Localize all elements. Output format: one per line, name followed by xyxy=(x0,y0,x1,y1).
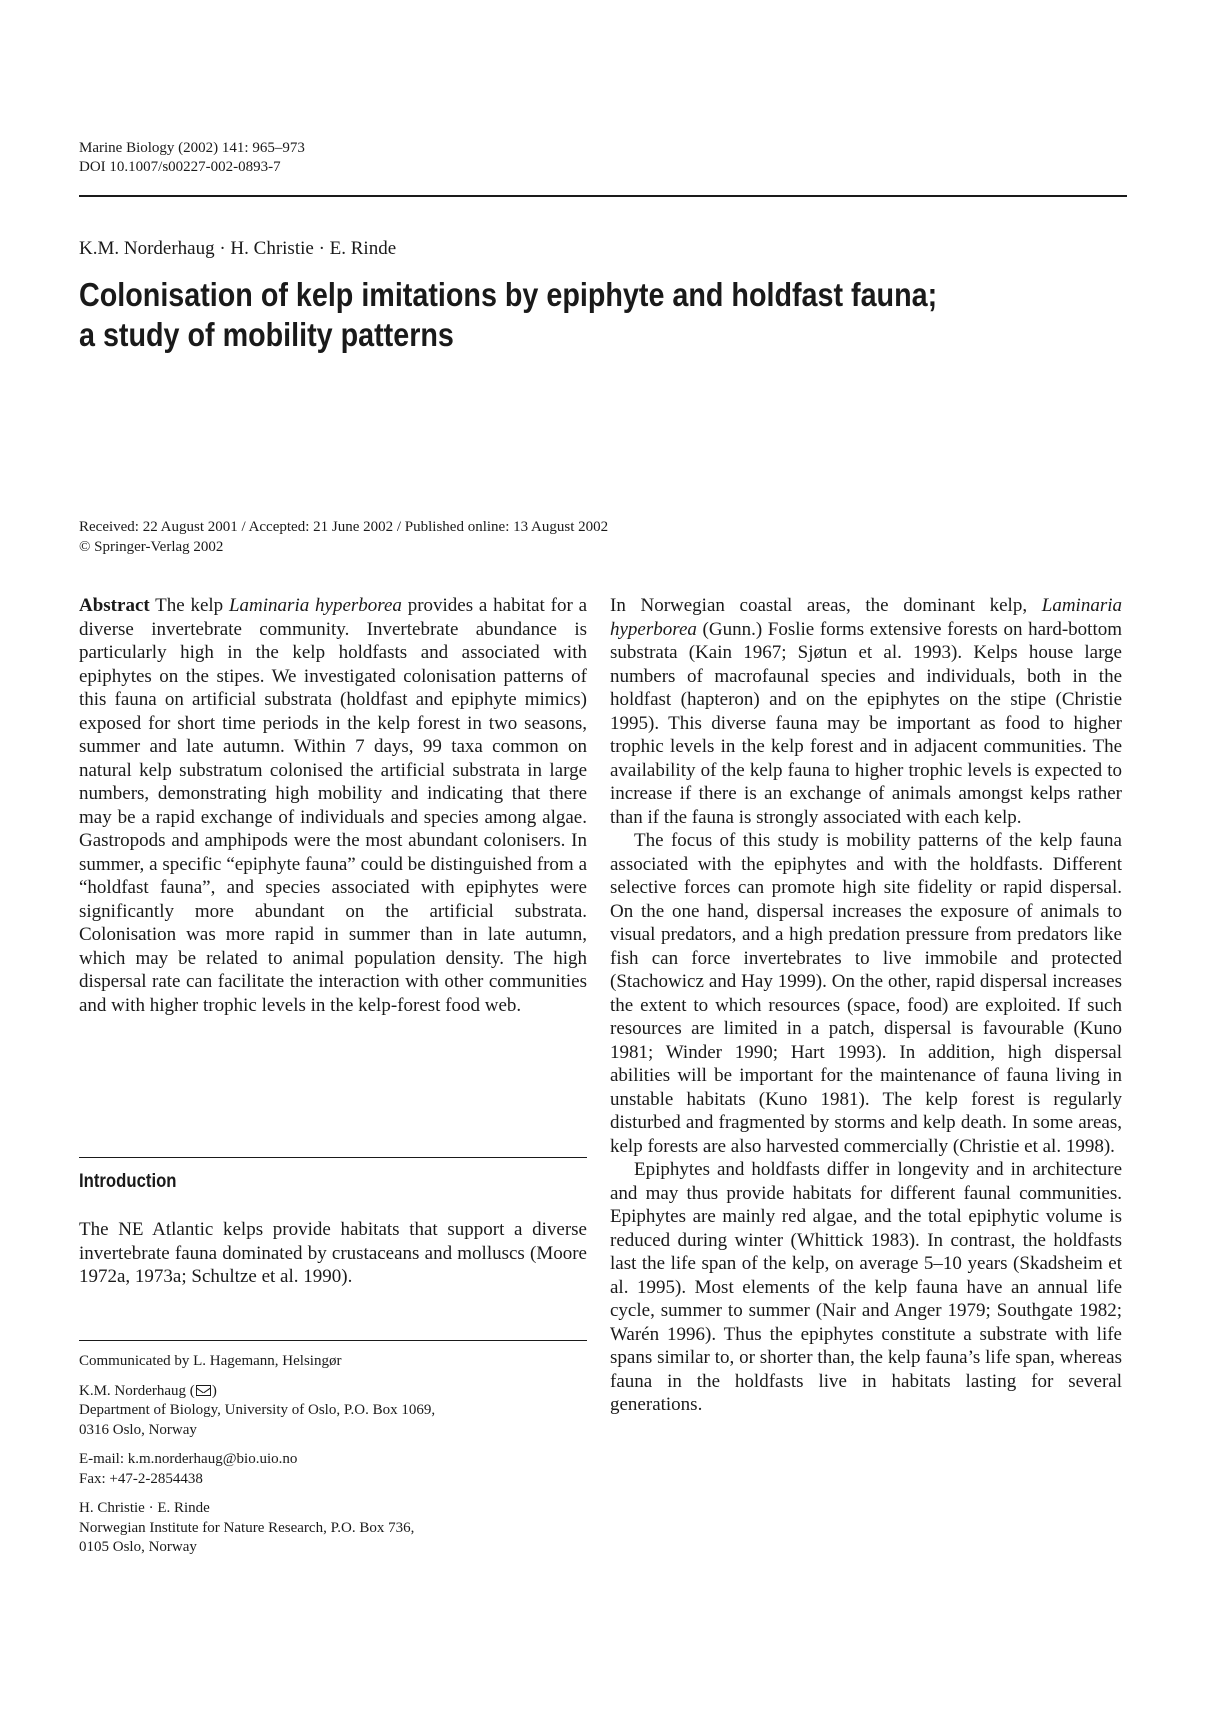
email-line: E-mail: k.m.norderhaug@bio.uio.no xyxy=(79,1451,298,1467)
journal-citation xyxy=(79,139,305,177)
dates-line: Received: 22 August 2001 / Accepted: 21 June 2002 / Published online: 13 August 2002 xyxy=(79,519,609,535)
introduction-heading: Introduction xyxy=(79,1171,177,1192)
author-list: K.M. Norderhaug · H. Christie · E. Rinde xyxy=(79,238,397,259)
abstract-label: Abstract xyxy=(79,595,150,616)
p1-text-pre: In Norwegian coastal areas, the dominant kelp, xyxy=(610,595,1042,616)
journal-line: Marine Biology (2002) 141: 965–973 xyxy=(79,140,305,156)
corresponding-author-paren: ) xyxy=(211,1382,217,1399)
abstract-species: Laminaria hyperborea xyxy=(228,595,402,616)
abstract-text-pre: The kelp xyxy=(149,595,229,616)
coauthor-institution: Norwegian Institute for Nature Research, P.O. Box 736, xyxy=(79,1519,415,1536)
corresponding-author xyxy=(79,1382,435,1402)
author1-city: 0316 Oslo, Norway xyxy=(79,1421,197,1438)
p1-text-post: (Gunn.) Foslie forms extensive forests on hard-bottom substrata (Kain 1967; Sjøtun et al. 1993). Kelps house large numbers of macrofaunal species and individuals, both in the holdfast (hapteron) and on the epiphytes on the stipe (Christie 1995). This diverse fauna may be important as food to higher trophic levels in the kelp forest and in adjacent communities. The availability of the kelp fauna to higher trophic levels is expected to increase if there is an exchange of animals amongst kelps rather than if the fauna is strongly associated with each kelp. xyxy=(610,618,1122,828)
introduction-rule xyxy=(79,1157,587,1158)
fax-line: Fax: +47-2-2854438 xyxy=(79,1470,203,1487)
p1-species: Laminaria hyperborea xyxy=(610,595,1122,640)
body-paragraph-2: The focus of this study is mobility patterns of the kelp fauna associated with the epiphytes and with the holdfasts. Different selective forces can promote high site fidelity or rapid dispersal. On the one hand, dispersal increases the exposure of animals to visual predators, and a high predation pressure from predators like fish can force invertebrates to live immobile and protected (Stachowicz and Hay 1999). On the other, rapid dispersal increases the extent to which resources (space, food) are exploited. If such resources are limited in a patch, dispersal is favourable (Kuno 1981; Winder 1990; Hart 1993). In addition, high dispersal abilities will be important for the maintenance of fauna living in unstable habitats (Kuno 1981). The kelp forest is regularly disturbed and fragmented by storms and kelp death. In some areas, kelp forests are also harvested commercially (Christie et al. 1998). xyxy=(610,830,1122,1157)
header-rule xyxy=(79,195,1127,197)
copyright-line: © Springer-Verlag 2002 xyxy=(79,539,224,555)
introduction-paragraph: The NE Atlantic kelps provide habitats that support a diverse invertebrate fauna dominated by crustaceans and molluscs (Moore 1972a, 1973a; Schultze et al. 1990). xyxy=(79,1219,587,1287)
author1-department: Department of Biology, University of Oslo, P.O. Box 1069, xyxy=(79,1402,436,1418)
doi-line: DOI 10.1007/s00227-002-0893-7 xyxy=(79,159,281,175)
abstract xyxy=(79,594,587,1017)
title-line-2: a study of mobility patterns xyxy=(79,316,454,353)
body-paragraph-3: Epiphytes and holdfasts differ in longevity and in architecture and may thus provide habitats for different faunal communities. Epiphytes are mainly red algae, and the total epiphytic volume is reduced during winter (Whittick 1983). In contrast, the holdfasts last the life span of the kelp, on average 5–10 years (Skadsheim et al. 1995). Most elements of the kelp fauna have an annual life cycle, summer to summer (Nair and Anger 1979; Southgate 1982; Warén 1996). Thus the epiphytes constitute a substrate with life spans similar to, or shorter than, the kelp fauna’s life span, whereas fauna in the holdfasts live in habitats lasting for several generations. xyxy=(610,1159,1122,1415)
coauthor-names: H. Christie · E. Rinde xyxy=(79,1500,210,1516)
coauthor-city: 0105 Oslo, Norway xyxy=(79,1539,197,1555)
title-line-1: Colonisation of kelp imitations by epiphyte and holdfast fauna; xyxy=(79,276,938,313)
corresponding-author-name: K.M. Norderhaug ( xyxy=(79,1382,195,1399)
publication-dates xyxy=(79,517,608,557)
footnote-rule xyxy=(79,1340,587,1341)
body-text-right xyxy=(610,594,1122,1417)
author-contact-block xyxy=(79,1352,435,1558)
paper-title xyxy=(79,275,984,355)
abstract-paragraph xyxy=(79,594,587,1017)
envelope-icon xyxy=(196,1385,211,1396)
abstract-text-post: provides a habitat for a diverse invertebrate community. Invertebrate abundance is particularly high in the kelp holdfasts and associated with epiphytes on the stipes. We investigated colonisation patterns of this fauna on artificial substrata (holdfast and epiphyte mimics) exposed for short time periods in the kelp forest in two seasons, summer and late autumn. Within 7 days, 99 taxa common on natural kelp substratum colonised the artificial substrata in large numbers, demonstrating high mobility and indicating that there may be a rapid exchange of individuals and species among algae. Gastropods and amphipods were the most abundant colonisers. In summer, a specific “epiphyte fauna” could be distinguished from a “holdfast fauna”, and species associated with epiphytes were significantly more abundant on the artificial substrata. Colonisation was more rapid in summer than in late autumn, which may be related to animal population density. The high dispersal rate can facilitate the interaction with other communities and with higher trophic levels in the kelp-forest food web. xyxy=(79,595,588,1016)
body-paragraph-1 xyxy=(610,594,1122,829)
communicated-by: Communicated by L. Hagemann, Helsingør xyxy=(79,1353,342,1369)
